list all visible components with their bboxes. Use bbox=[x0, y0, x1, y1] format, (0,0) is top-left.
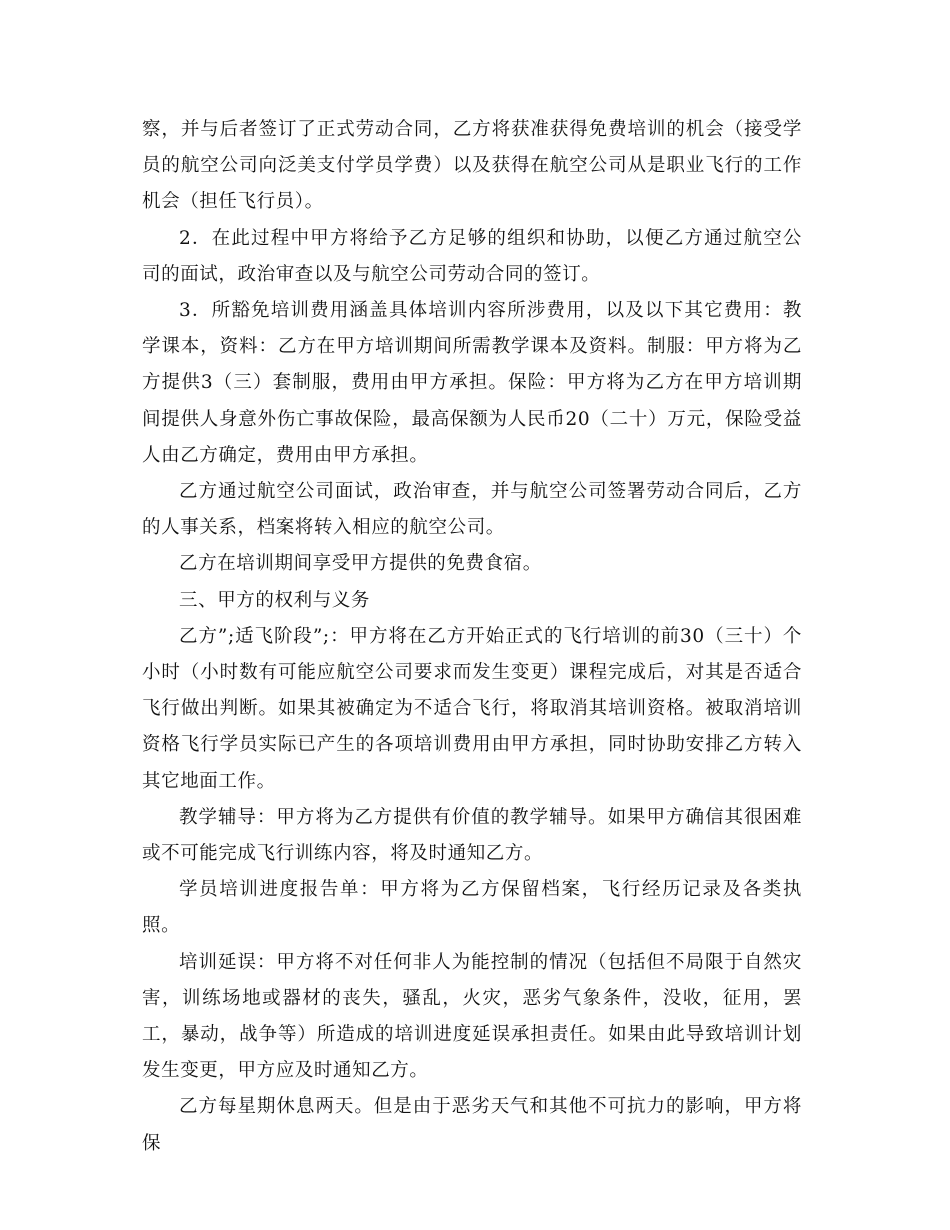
paragraph-progress-report: 学员培训进度报告单：甲方将为乙方保留档案，飞行经历记录及各类执照。 bbox=[142, 879, 802, 937]
paragraph-training-delay: 培训延误：甲方将不对任何非人为能控制的情况（包括但不局限于自然灾害，训练场地或器材的丧失，骚乱，火灾，恶劣气象条件，没收，征用，罢工，暴动，战争等）所造成的培训进度延误承担责任。如果由此导致培训计划发生变更，甲方应及时通知乙方。 bbox=[142, 951, 802, 1082]
paragraph-rest-days: 乙方每星期休息两天。但是由于恶劣天气和其他不可抗力的影响，甲方将保 bbox=[142, 1096, 802, 1154]
paragraph-item-3: 3．所豁免培训费用涵盖具体培训内容所涉费用，以及以下其它费用：教学课本，资料：乙方在甲方培训期间所需教学课本及资料。制服：甲方将为乙方提供3（三）套制服，费用由甲方承担。保险：甲方将为乙方在甲方培训期间提供人身意外伤亡事故保险，最高保额为人民币20（二十）万元，保险受益人由乙方确定，费用由甲方承担。 bbox=[142, 300, 802, 466]
paragraph-tutoring: 教学辅导：甲方将为乙方提供有价值的教学辅导。如果甲方确信其很困难或不可能完成飞行训练内容，将及时通知乙方。 bbox=[142, 806, 802, 865]
paragraph-continuation: 察，并与后者签订了正式劳动合同，乙方将获准获得免费培训的机会（接受学员的航空公司向泛美支付学员学费）以及获得在航空公司从是职业飞行的工作机会（担任飞行员）。 bbox=[142, 119, 802, 213]
paragraph-item-2: 2．在此过程中甲方将给予乙方足够的组织和协助，以便乙方通过航空公司的面试，政治审查以及与航空公司劳动合同的签订。 bbox=[142, 227, 802, 285]
paragraph-fitness-stage: 乙方”;适飞阶段”;：甲方将在乙方开始正式的飞行培训的前30（三十）个小时（小时数有可能应航空公司要求而发生变更）课程完成后，对其是否适合飞行做出判断。如果其被确定为不适合飞行，将取消其培训资格。被取消培训资格飞行学员实际已产生的各项培训费用由甲方承担，同时协助安排乙方转入其它地面工作。 bbox=[142, 625, 802, 792]
paragraph-personnel: 乙方通过航空公司面试，政治审查，并与航空公司签署劳动合同后，乙方的人事关系，档案将转入相应的航空公司。 bbox=[142, 481, 802, 539]
paragraph-lodging: 乙方在培训期间享受甲方提供的免费食宿。 bbox=[179, 553, 542, 575]
section-heading: 三、甲方的权利与义务 bbox=[179, 589, 371, 611]
document-body bbox=[142, 112, 802, 1162]
